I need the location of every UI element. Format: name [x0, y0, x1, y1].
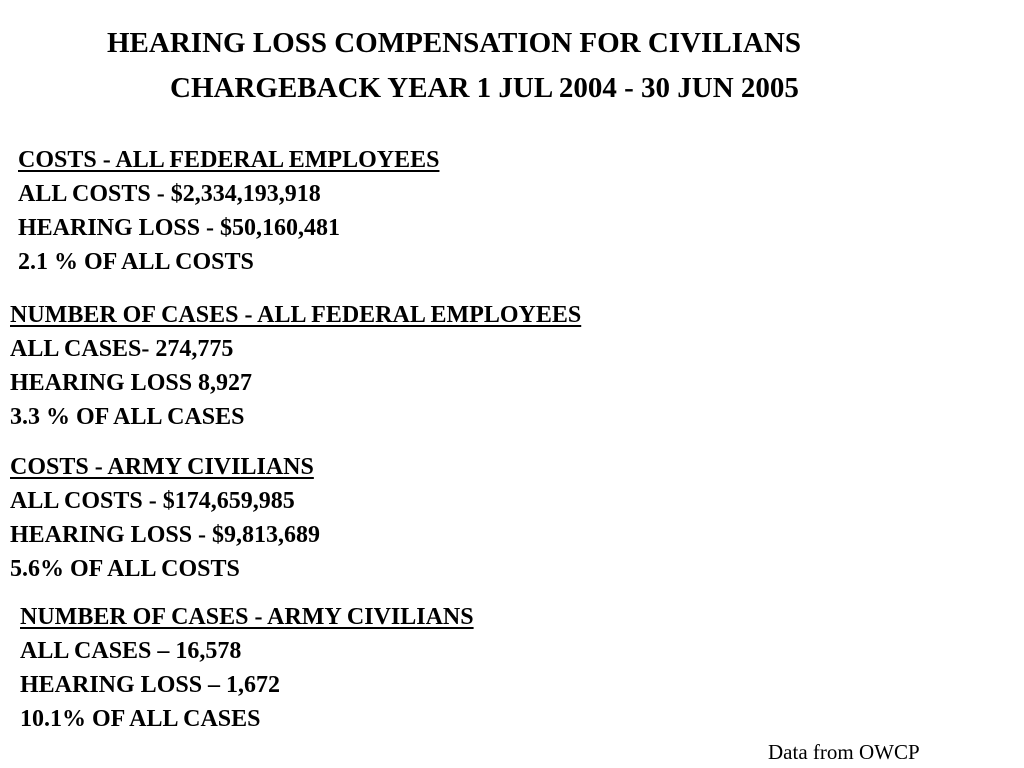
- costs-all-federal-section: [18, 143, 439, 279]
- section-heading: COSTS - ARMY CIVILIANS: [10, 454, 314, 480]
- all-costs-line: ALL COSTS - $2,334,193,918: [18, 181, 321, 207]
- hearing-loss-line: HEARING LOSS – 1,672: [20, 672, 281, 698]
- source-note: Data from OWCP: [768, 740, 920, 764]
- hearing-loss-line: HEARING LOSS - $50,160,481: [18, 215, 341, 241]
- cases-army-civilians-section: [20, 600, 474, 736]
- percent-line: 10.1% OF ALL CASES: [20, 706, 261, 732]
- cases-all-federal-section: [10, 298, 581, 434]
- all-costs-line: ALL COSTS - $174,659,985: [10, 488, 295, 514]
- all-cases-line: ALL CASES – 16,578: [20, 638, 242, 664]
- section-heading: COSTS - ALL FEDERAL EMPLOYEES: [18, 147, 440, 173]
- title-line-1: HEARING LOSS COMPENSATION FOR CIVILIANS: [107, 27, 801, 59]
- all-cases-line: ALL CASES- 274,775: [10, 336, 234, 362]
- costs-army-civilians-section: [10, 450, 320, 586]
- section-heading: NUMBER OF CASES - ARMY CIVILIANS: [20, 604, 474, 630]
- percent-line: 3.3 % OF ALL CASES: [10, 404, 245, 430]
- percent-line: 2.1 % OF ALL COSTS: [18, 249, 254, 275]
- title-line-2: CHARGEBACK YEAR 1 JUL 2004 - 30 JUN 2005: [170, 72, 799, 104]
- percent-line: 5.6% OF ALL COSTS: [10, 556, 240, 582]
- hearing-loss-line: HEARING LOSS - $9,813,689: [10, 522, 321, 548]
- section-heading: NUMBER OF CASES - ALL FEDERAL EMPLOYEES: [10, 302, 582, 328]
- hearing-loss-line: HEARING LOSS 8,927: [10, 370, 253, 396]
